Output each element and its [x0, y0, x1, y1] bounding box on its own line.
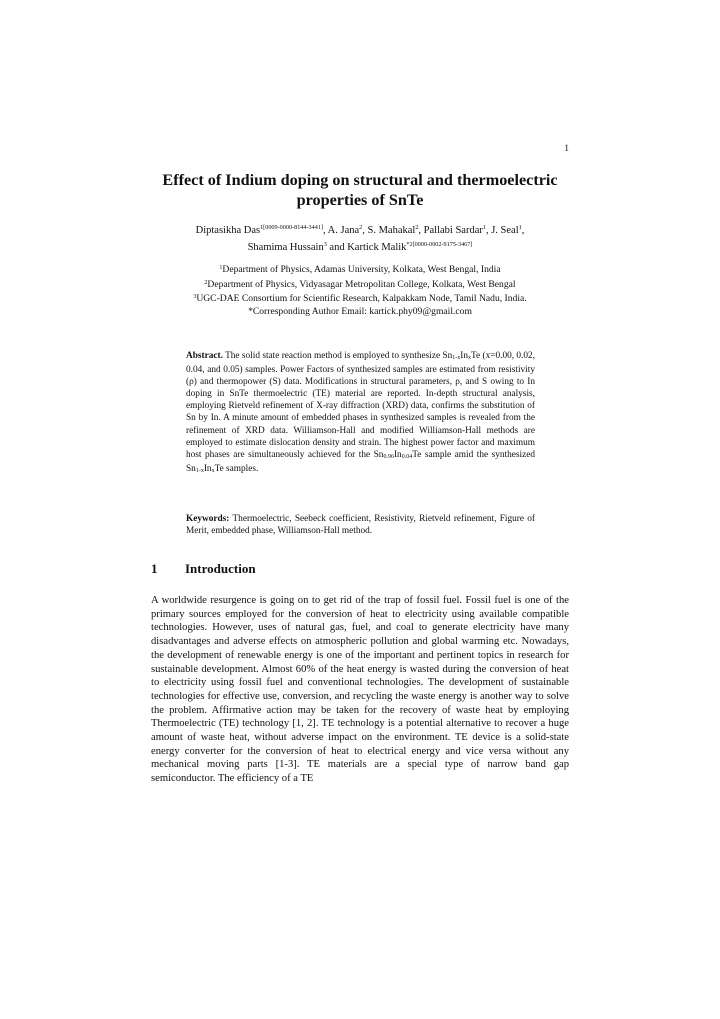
author-name: Pallabi Sardar [423, 225, 483, 236]
paper-title-line-2: properties of SnTe [296, 191, 424, 209]
formula-subscript: 0.04 [401, 453, 413, 460]
formula-subscript: x [211, 467, 215, 474]
formula-subscript: 0.96 [383, 453, 394, 460]
abstract-text: The solid state reaction method is employed to synthesize Sn [225, 351, 453, 361]
introduction-paragraph: A worldwide resurgence is going on to get rid of the trap of fossil fuel. Fossil fuel is one of the primary sources employed for the conversion of heat to electricity using available compatible technologies. However, uses of natural gas, fuel, and coal to generate electricity have many disadvantages and adverse effects on atmospheric pollution and global warming etc. Nowadays, the development of renewable energy is one of the important and pertinent topics in research for sustainable development. Almost 60% of the heat energy is wasted during the conversion of heat to electricity using fossil fuel and conventional technologies. The development of sustainable technologies for effective use, conversion, and recycling the waste energy is another way to solve the problem. Affirmative action may be taken for the recovery of waste heat by employing Thermoelectric (TE) technology [1, 2]. TE technology is a potential alternative to recover a huge amount of waste heat, without adverse impact on the environment. TE device is a solid-state energy converter for the conversion of heat to electrical energy and vice versa without any mechanical moving parts [1-3]. TE materials are a special type of narrow band gap semiconductor. The efficiency of a TE [151, 595, 569, 785]
author-name: J. Seal [491, 225, 519, 236]
abstract-label: Abstract. [186, 351, 223, 361]
paper-title [120, 170, 600, 210]
keywords [186, 513, 535, 537]
abstract-text: Te samples. [214, 463, 259, 474]
author-name: Shamima Hussain [247, 242, 324, 253]
author-superscript: 2 [415, 224, 419, 231]
author-name: S. Mahakal [367, 225, 416, 236]
author-superscript: 1[0009-0000-8144-3441] [260, 224, 323, 231]
author-superscript: 3 [323, 241, 327, 248]
author-name: A. Jana [327, 225, 360, 236]
abstract-text: In [393, 449, 402, 460]
section-number: 1 [151, 561, 158, 576]
author-superscript: *2[0000-0002-9175-3467] [406, 241, 473, 248]
affiliation-block [130, 262, 590, 318]
author-line-1: Diptasikha Das$^{1[0009-0000-8144-3441]}$, A. Jana$^2$, S. Mahakal$^2$, Pallabi Sardar$^1$, J. Seal$^1$, [195, 224, 525, 236]
author-superscript: 1 [482, 224, 486, 231]
author-name: Kartick Malik [347, 242, 407, 253]
affiliation-text: Department of Physics, Adamas University, Kolkata, West Bengal, India [222, 264, 501, 275]
author-superscript: 2 [359, 224, 363, 231]
paper-title-line-1: Effect of Indium doping on structural and thermoelectric [162, 171, 558, 189]
abstract-text: Te (x=0.00, 0.02, 0.04, and 0.05) samples. Power Factors of synthesized samples are estimated from resistivity (ρ) and thermopower (S) data. Modifications in structural parameters, ρ, and S owing to In doping in SnTe thermoelectric (TE) material are reported. In-depth structural analysis, employing Rietveld refinement of X-ray diffraction (XRD) data, confirms the substitution of Sn by In. A minute amount of embedded phases in synthesized samples is revealed from the refinement of XRD data. Williamson-Hall and modified Williamson-Hall methods are employed to estimate dislocation density and strain. The highest power factor and maximum host phases are simultaneously achieved for the Sn [186, 351, 536, 460]
section-heading [151, 561, 256, 577]
abstract-text: Te sample amid the synthesized Sn [186, 449, 535, 474]
corresponding-author-email: *Corresponding Author Email: kartick.phy09@gmail.com [248, 305, 472, 317]
corresponding-author-line [130, 306, 590, 319]
formula-subscript: x [468, 355, 471, 361]
affiliation-marker: 1 [219, 265, 223, 271]
affiliation-text: UGC-DAE Consortium for Scientific Research, Kalpakkam Node, Tamil Nadu, India. [196, 293, 527, 305]
page-number: 1 [564, 144, 569, 154]
affiliation-line [130, 262, 590, 277]
author-name: Diptasikha Das [195, 225, 261, 236]
abstract [186, 350, 535, 477]
affiliation-text: Department of Physics, Vidyasagar Metropolitan College, Kolkata, West Bengal [207, 278, 516, 290]
author-superscript: 1 [518, 224, 522, 231]
affiliation-line [130, 277, 590, 292]
abstract-text: In [460, 351, 468, 361]
keywords-label: Keywords: [186, 514, 230, 524]
keywords-text: Thermoelectric, Seebeck coefficient, Resistivity, Rietveld refinement, Figure of Merit, embedded phase, Williamson-Hall method. [186, 514, 535, 537]
author-line-2 [130, 238, 590, 255]
affiliation-marker: 2 [204, 279, 208, 286]
affiliation-marker: 3 [193, 294, 197, 301]
author-conjunction: and [329, 242, 345, 253]
affiliation-line [130, 291, 590, 306]
author-list [130, 221, 590, 255]
section-title: Introduction [185, 561, 256, 576]
formula-subscript: 1-x [195, 467, 204, 474]
formula-subscript: 1-x [452, 355, 461, 361]
abstract-text: In [203, 463, 212, 474]
